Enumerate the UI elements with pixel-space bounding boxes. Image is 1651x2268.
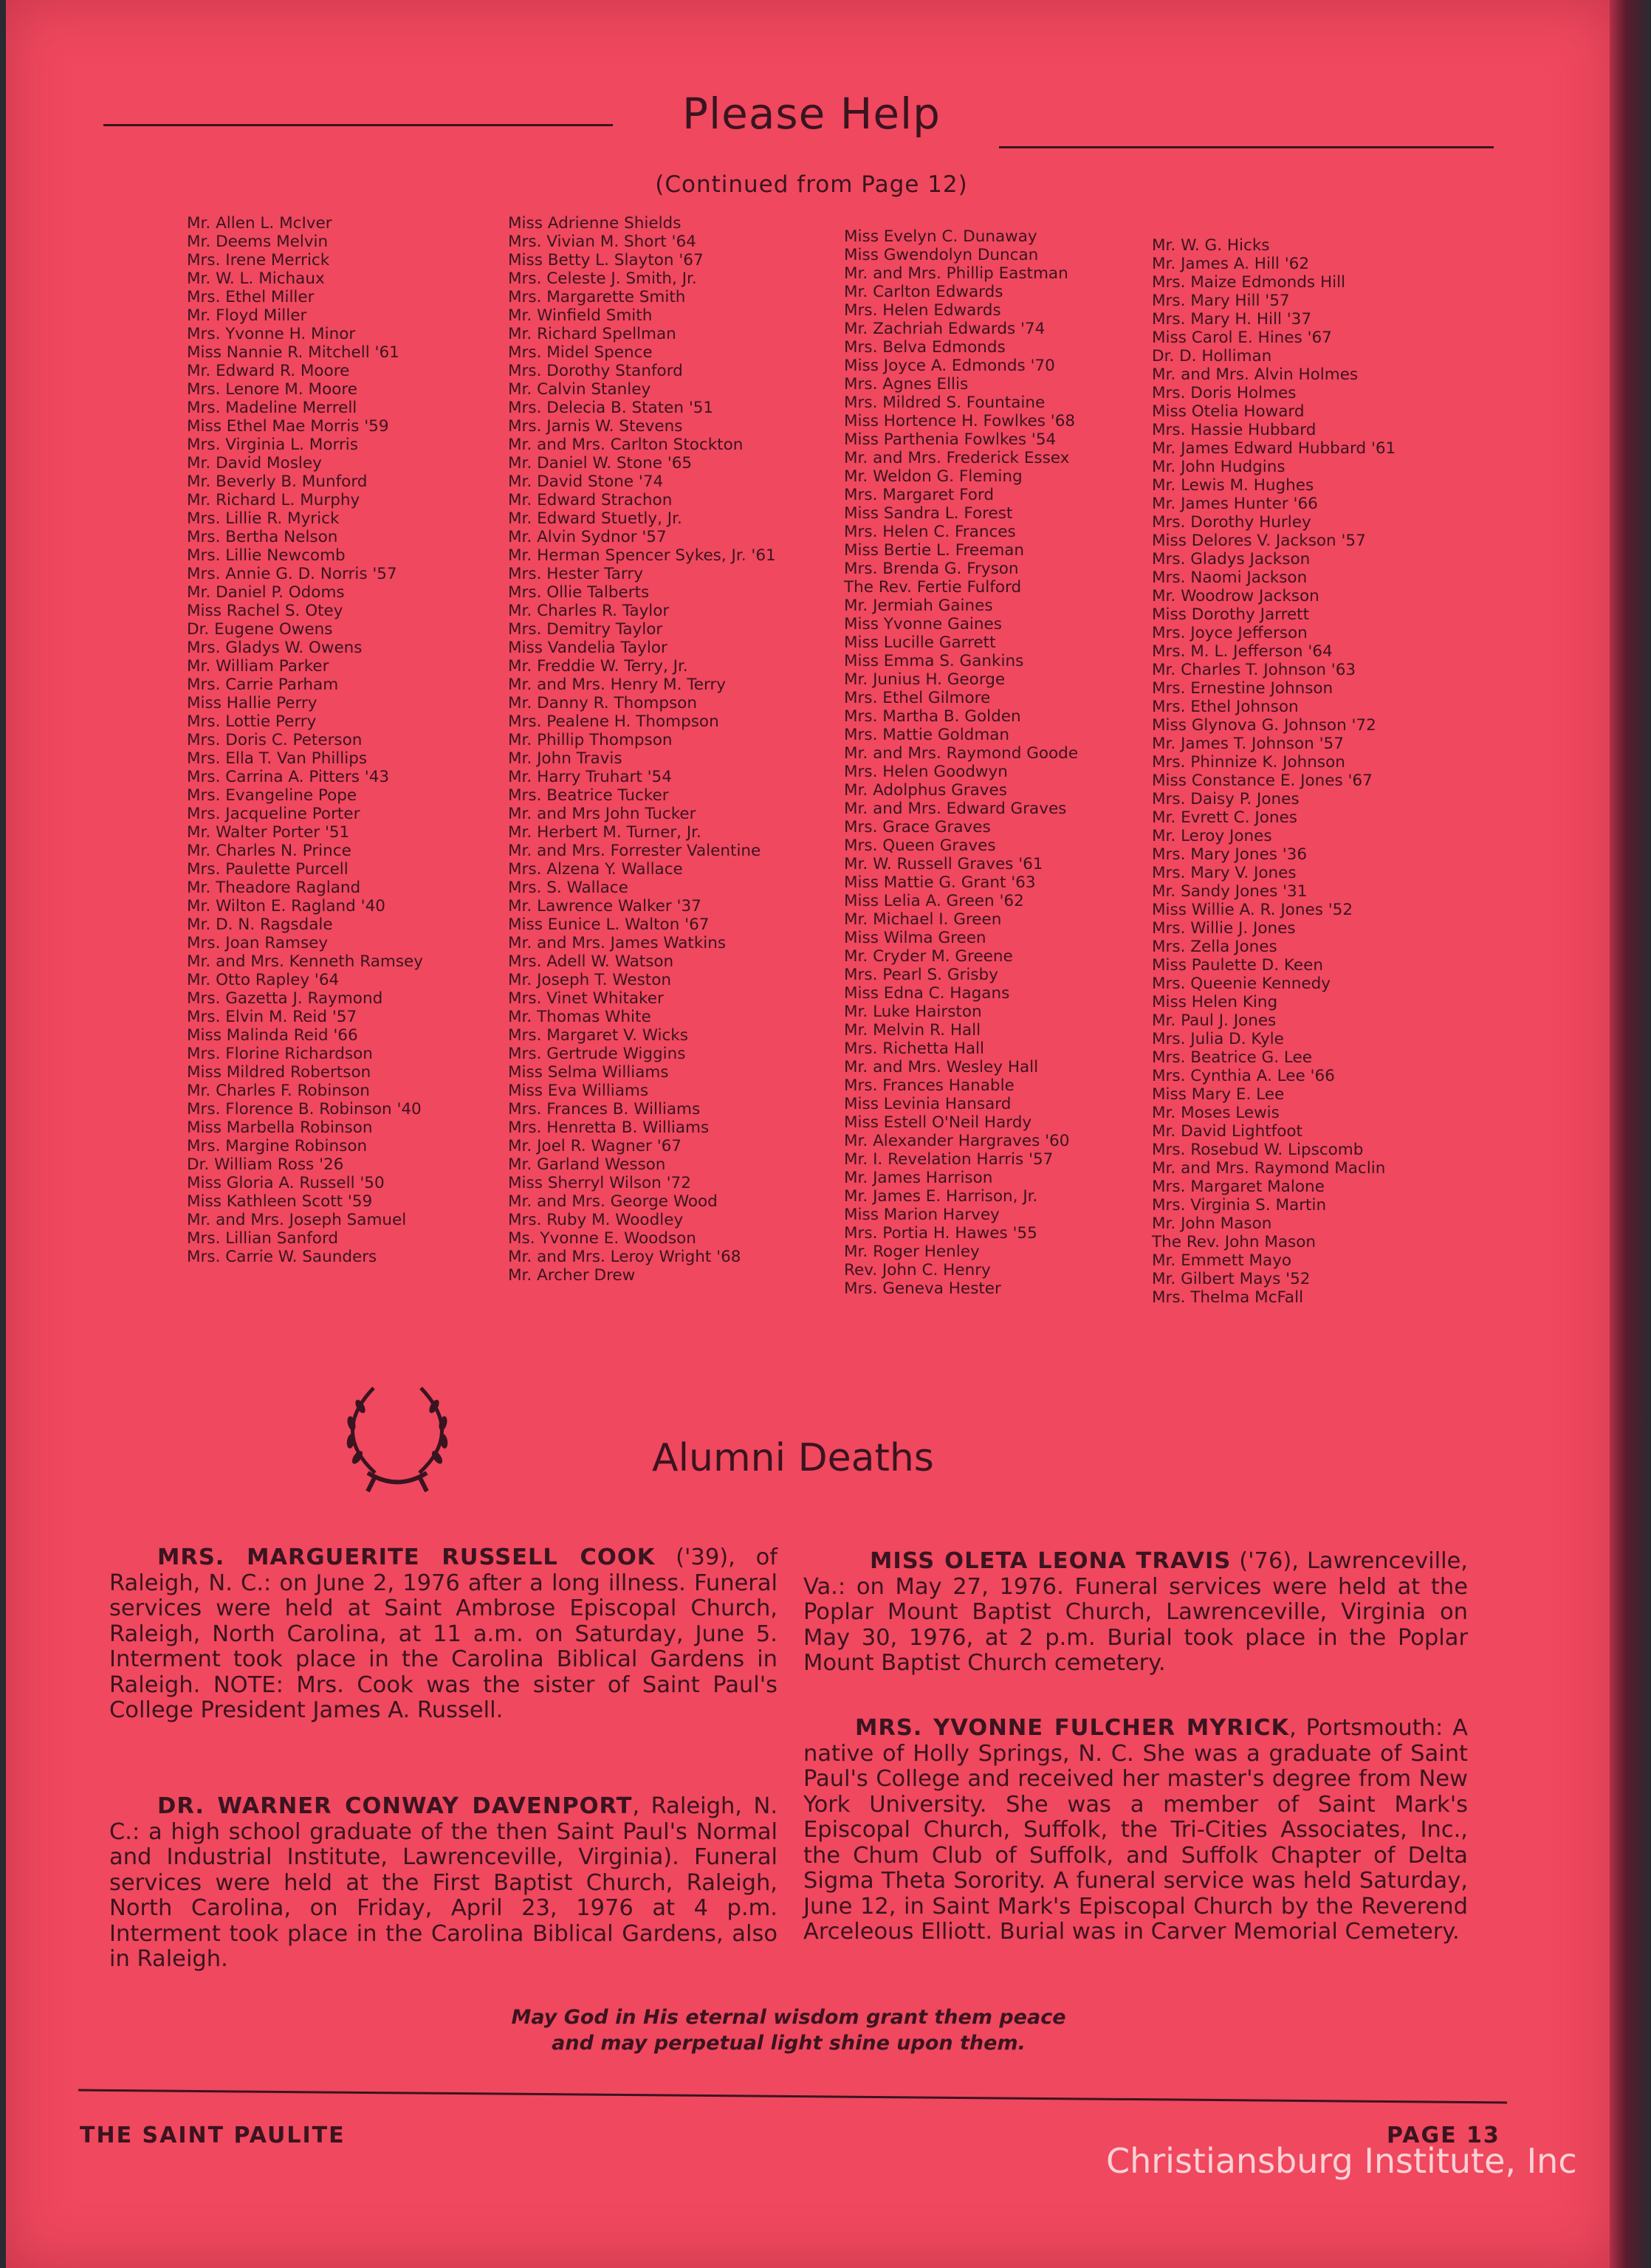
donor-name: Mrs. Demitry Taylor [508,620,663,639]
donor-name: The Rev. John Mason [1152,1233,1317,1251]
donor-name: Mrs. Pealene H. Thompson [508,712,719,731]
donor-name: Mrs. Ruby M. Woodley [508,1211,684,1229]
donor-name: Mrs. Carrina A. Pitters '43 [187,768,390,786]
donor-name: Mr. Charles F. Robinson [187,1082,370,1100]
donor-name: Mr. Melvin R. Hall [844,1021,981,1040]
donor-name: Mr. David Mosley [187,454,322,472]
donor-name: Mrs. Ollie Talberts [508,583,650,602]
donor-name: Mrs. Ernestine Johnson [1152,679,1334,698]
donor-name: Mrs. Alzena Y. Wallace [508,860,683,879]
donor-name: Mrs. Lillian Sanford [187,1229,339,1248]
donor-name: Mrs. Gladys W. Owens [187,639,363,657]
obituary-travis [803,1549,1468,1677]
donor-name: Mrs. Queenie Kennedy [1152,975,1331,993]
names-column-2 [508,214,776,1285]
donor-name: Mr. David Lightfoot [1152,1122,1302,1141]
donor-name: Mrs. Dorothy Hurley [1152,513,1311,532]
donor-name: Mr. Gilbert Mays '52 [1152,1270,1311,1288]
donor-name: Mrs. S. Wallace [508,879,628,897]
donor-name: Mr. Charles N. Prince [187,842,351,860]
donor-name: Mr. Alvin Sydnor '57 [508,528,667,546]
donor-name: Miss Mattie G. Grant '63 [844,873,1036,892]
obituary-text: ('39), of Raleigh, N. C.: on June 2, 1976 after a long illness. Funeral services were held at Saint Ambrose Episcopal Church, Raleigh, North Carolina, at 11 a.m. on Saturday, June 5. Interment took place in the Carolina Biblical Gardens in Raleigh. NOTE: Mrs. Cook was the sister of Saint Paul's College President James A. Russell. [109,1544,778,1723]
donor-name: Miss Carol E. Hines '67 [1152,329,1332,347]
obituary-text: , Raleigh, N. C.: a high school graduate of the then Saint Paul's Normal and Industrial Institute, Lawrenceville, Virginia). Funeral services were held at the First Baptist Church, Raleigh, North Carolina, on Friday, April 23, 1976 at 4 p.m. Interment took place in the Carolina Biblical Gardens, also in Raleigh. [109,1793,778,1972]
donor-name: Miss Gwendolyn Duncan [844,246,1039,264]
donor-name: Mr. Weldon G. Fleming [844,467,1023,486]
donor-name: Mrs. Rosebud W. Lipscomb [1152,1141,1364,1159]
obituary-text: , Portsmouth: A native of Holly Springs, N. C. She was a graduate of Saint Paul's College and received her master's degree from New York University. She was a member of Saint Mark's Episcopal Church, Suffolk, the Tri-Cities Associates, Inc., the Chum Club of Suffolk, and Suffolk Chapter of Delta Sigma Theta Sorority. A funeral service was held Saturday, June 12, in Saint Mark's Episcopal Church by the Reverend Arceleous Elliott. Burial was in Carver Memorial Cemetery. [803,1715,1468,1945]
donor-name: Mr. Daniel W. Stone '65 [508,454,693,472]
donor-name: Miss Nannie R. Mitchell '61 [187,343,399,362]
donor-name: Mr. and Mrs. Alvin Holmes [1152,365,1359,384]
donor-name: Mrs. Frances B. Williams [508,1100,701,1118]
donor-name: Mr. D. N. Ragsdale [187,915,333,934]
donor-name: Mr. Daniel P. Odoms [187,583,345,602]
donor-name: Miss Glynova G. Johnson '72 [1152,716,1376,735]
donor-name: Mr. and Mrs John Tucker [508,805,696,823]
donor-name: Miss Gloria A. Russell '50 [187,1174,385,1192]
donor-name: Mrs. Ethel Johnson [1152,698,1299,716]
donor-name: Mrs. M. L. Jefferson '64 [1152,642,1333,661]
donor-name: Mr. Beverly B. Munford [187,472,368,491]
donor-name: Dr. Eugene Owens [187,620,333,639]
names-column-3 [844,227,1078,1298]
donor-name: Mrs. Dorothy Stanford [508,362,683,380]
donor-name: Mrs. Florine Richardson [187,1045,373,1063]
donor-name: Mrs. Cynthia A. Lee '66 [1152,1067,1335,1085]
donor-name: Mrs. Maize Edmonds Hill [1152,273,1346,292]
donor-name: Mrs. Agnes Ellis [844,375,969,394]
donor-name: Mr. Richard Spellman [508,325,676,343]
donor-name: Mr. Michael I. Green [844,910,1002,929]
donor-name: Dr. D. Holliman [1152,347,1272,365]
donor-name: Mr. Roger Henley [844,1243,980,1261]
donor-name: Mrs. Julia D. Kyle [1152,1030,1284,1048]
donor-name: Mrs. Portia H. Hawes '55 [844,1224,1037,1243]
alumni-deaths-title: Alumni Deaths [652,1436,934,1480]
donor-name: Mrs. Doris Holmes [1152,384,1297,402]
donor-name: Mr. Edward Stuetly, Jr. [508,509,682,528]
donor-name: Mrs. Gladys Jackson [1152,550,1311,568]
donor-name: Mr. W. G. Hicks [1152,236,1270,255]
donor-name: Mr. Junius H. George [844,670,1006,689]
donor-name: Mrs. Doris C. Peterson [187,731,363,749]
donor-name: Mrs. Helen Goodwyn [844,763,1008,781]
donor-name: Mr. Joel R. Wagner '67 [508,1137,682,1155]
donor-name: Mrs. Vinet Whitaker [508,989,664,1008]
donor-name: Mrs. Queen Graves [844,836,996,855]
donor-name: Mr. Lawrence Walker '37 [508,897,701,915]
donor-name: Mr. Lewis M. Hughes [1152,476,1314,495]
donor-name: Mr. Herbert M. Turner, Jr. [508,823,701,842]
donor-name: Mr. Danny R. Thompson [508,694,697,712]
donor-name: Mr. and Mrs. George Wood [508,1192,718,1211]
donor-name: Mrs. Gazetta J. Raymond [187,989,383,1008]
donor-name: Miss Paulette D. Keen [1152,956,1324,975]
donor-name: Miss Sandra L. Forest [844,504,1013,523]
donor-name: Mr. Deems Melvin [187,233,329,251]
donor-name: Miss Willie A. R. Jones '52 [1152,901,1353,919]
donor-name: Mr. John Travis [508,749,622,768]
donor-name: Mrs. Lillie R. Myrick [187,509,340,528]
donor-name: Mr. Jermiah Gaines [844,597,993,615]
donor-name: Mr. Woodrow Jackson [1152,587,1319,605]
donor-name: Mrs. Lottie Perry [187,712,317,731]
closing-blessing [419,2004,1158,2056]
page-title: Please Help [682,89,941,139]
donor-name: Mrs. Belva Edmonds [844,338,1006,357]
donor-name: Mr. James Hunter '66 [1152,495,1318,513]
donor-name: Mrs. Daisy P. Jones [1152,790,1300,808]
donor-name: Miss Helen King [1152,993,1278,1011]
donor-name: Mr. Archer Drew [508,1266,636,1285]
donor-name: Mr. Emmett Mayo [1152,1251,1292,1270]
donor-name: Miss Joyce A. Edmonds '70 [844,357,1055,375]
donor-name: Mr. and Mrs. Joseph Samuel [187,1211,407,1229]
donor-name: Mrs. Annie G. D. Norris '57 [187,565,397,583]
donor-name: Mr. and Mrs. Carlton Stockton [508,436,744,454]
donor-name: Mrs. Ella T. Van Phillips [187,749,368,768]
donor-name: Mr. James T. Johnson '57 [1152,735,1344,753]
donor-name: Mrs. Ethel Gilmore [844,689,991,707]
donor-name: Miss Malinda Reid '66 [187,1026,358,1045]
donor-name: Mr. and Mrs. Wesley Hall [844,1058,1039,1076]
donor-name: Mrs. Helen Edwards [844,301,1001,320]
obituary-myrick [803,1716,1468,1945]
donor-name: Rev. John C. Henry [844,1261,991,1279]
donor-name: Mr. Alexander Hargraves '60 [844,1132,1070,1150]
donor-name: Mr. and Mrs. James Watkins [508,934,727,952]
donor-name: Mrs. Mildred S. Fountaine [844,394,1046,412]
donor-name: Mr. Harry Truhart '54 [508,768,672,786]
donor-name: Mr. Theadore Ragland [187,879,361,897]
donor-name: Miss Levinia Hansard [844,1095,1012,1113]
donor-name: Mrs. Mary Hill '57 [1152,292,1290,310]
donor-name: Mrs. Naomi Jackson [1152,568,1308,587]
donor-name: Mr. Walter Porter '51 [187,823,350,842]
donor-name: Miss Constance E. Jones '67 [1152,772,1373,790]
donor-name: Mr. Thomas White [508,1008,651,1026]
donor-name: Mr. Edward Strachon [508,491,673,509]
donor-name: Mrs. Mattie Goldman [844,726,1010,744]
donor-name: Mrs. Lillie Newcomb [187,546,346,565]
donor-name: Mrs. Margaret V. Wicks [508,1026,688,1045]
donor-name: Mr. Carlton Edwards [844,283,1003,301]
donor-name: Mr. Leroy Jones [1152,827,1272,845]
watermark: Christiansburg Institute, Inc [1106,2141,1577,2181]
donor-name: Miss Kathleen Scott '59 [187,1192,373,1211]
donor-name: Mrs. Martha B. Golden [844,707,1021,726]
donor-name: Mr. and Mrs. Frederick Essex [844,449,1070,467]
donor-name: Miss Hortence H. Fowlkes '68 [844,412,1076,430]
donor-name: Miss Delores V. Jackson '57 [1152,532,1366,550]
donor-name: Miss Wilma Green [844,929,986,947]
donor-name: Mrs. Carrie Parham [187,676,339,694]
donor-name: Mrs. Margaret Ford [844,486,994,504]
donor-name: Mr. William Parker [187,657,329,676]
donor-name: Miss Lelia A. Green '62 [844,892,1024,910]
donor-name: Mrs. Thelma McFall [1152,1288,1304,1307]
donor-name: Mr. Freddie W. Terry, Jr. [508,657,688,676]
donor-name: Mr. Otto Rapley '64 [187,971,340,989]
donor-name: Mr. Floyd Miller [187,306,307,325]
donor-name: Miss Marbella Robinson [187,1118,373,1137]
names-column-4 [1152,236,1396,1307]
donor-name: Mr. John Mason [1152,1214,1272,1233]
donor-name: Mr. Luke Hairston [844,1003,982,1021]
donor-name: Mr. W. L. Michaux [187,269,325,288]
donor-name: Mr. Garland Wesson [508,1155,666,1174]
donor-name: Miss Lucille Garrett [844,633,996,652]
donor-name: Mr. Zachriah Edwards '74 [844,320,1046,338]
donor-name: Mr. I. Revelation Harris '57 [844,1150,1054,1169]
continued-note: (Continued from Page 12) [655,171,968,198]
donor-name: Mr. Sandy Jones '31 [1152,882,1308,901]
donor-name: Miss Rachel S. Otey [187,602,343,620]
footer-rule [78,2089,1507,2104]
donor-name: Mrs. Helen C. Frances [844,523,1016,541]
donor-name: Mrs. Adell W. Watson [508,952,674,971]
donor-name: Mr. Adolphus Graves [844,781,1007,800]
donor-name: Mrs. Virginia L. Morris [187,436,358,454]
donor-name: Mrs. Joan Ramsey [187,934,329,952]
donor-name: Mr. Allen L. McIver [187,214,332,233]
page-number: PAGE 13 [1387,2123,1500,2148]
donor-name: Mr. Wilton E. Ragland '40 [187,897,385,915]
donor-name: Mrs. Lenore M. Moore [187,380,357,399]
donor-name: Miss Betty L. Slayton '67 [508,251,704,269]
donor-name: Mr. Evrett C. Jones [1152,808,1297,827]
donor-name: Miss Mary E. Lee [1152,1085,1285,1104]
donor-name: Mrs. Brenda G. Fryson [844,560,1019,578]
donor-name: Mr. James Harrison [844,1169,993,1187]
donor-name: Dr. William Ross '26 [187,1155,344,1174]
donor-name: Mrs. Florence B. Robinson '40 [187,1100,422,1118]
donor-name: Mrs. Midel Spence [508,343,653,362]
donor-name: Mrs. Elvin M. Reid '57 [187,1008,357,1026]
donor-name: Mr. Winfield Smith [508,306,653,325]
donor-name: Mr. James A. Hill '62 [1152,255,1309,273]
donor-name: Mrs. Irene Merrick [187,251,330,269]
donor-name: Mrs. Paulette Purcell [187,860,349,879]
donor-name: Mr. Herman Spencer Sykes, Jr. '61 [508,546,776,565]
donor-name: Mrs. Yvonne H. Minor [187,325,356,343]
donor-name: The Rev. Fertie Fulford [844,578,1022,597]
donor-name: Mr. and Mrs. Henry M. Terry [508,676,726,694]
laurel-wreath-icon [331,1381,464,1499]
donor-name: Mrs. Grace Graves [844,818,991,836]
donor-name: Mr. and Mrs. Edward Graves [844,800,1067,818]
donor-name: Mrs. Mary V. Jones [1152,864,1297,882]
donor-name: Mrs. Virginia S. Martin [1152,1196,1327,1214]
donor-name: Mrs. Delecia B. Staten '51 [508,399,714,417]
obituary-cook [109,1545,778,1724]
donor-name: Miss Eunice L. Walton '67 [508,915,710,934]
donor-name: Miss Evelyn C. Dunaway [844,227,1037,246]
page-edge [1610,0,1651,2268]
blessing-line-1: May God in His eternal wisdom grant them peace [511,2006,1066,2029]
donor-name: Mrs. Willie J. Jones [1152,919,1296,938]
names-column-1 [187,214,423,1266]
donor-name: Miss Yvonne Gaines [844,615,1002,633]
donor-name: Mr. James E. Harrison, Jr. [844,1187,1038,1206]
donor-name: Miss Eva Williams [508,1082,649,1100]
donor-name: Mr. John Hudgins [1152,458,1286,476]
donor-name: Mr. Phillip Thompson [508,731,673,749]
donor-name: Mr. and Mrs. Raymond Maclin [1152,1159,1386,1178]
donor-name: Miss Sherryl Wilson '72 [508,1174,691,1192]
donor-name: Mrs. Beatrice Tucker [508,786,669,805]
donor-name: Mrs. Vivian M. Short '64 [508,233,696,251]
donor-name: Mrs. Mary H. Hill '37 [1152,310,1312,329]
donor-name: Miss Parthenia Fowlkes '54 [844,430,1057,449]
donor-name: Mr. Edward R. Moore [187,362,350,380]
donor-name: Mr. Cryder M. Greene [844,947,1013,966]
donor-name: Mrs. Jacqueline Porter [187,805,360,823]
donor-name: Mrs. Jarnis W. Stevens [508,417,683,436]
donor-name: Miss Ethel Mae Morris '59 [187,417,389,436]
obituary-text: ('76), Lawrenceville, Va.: on May 27, 1976. Funeral services were held at the Poplar Mount Baptist Church, Lawrenceville, Virginia on May 30, 1976, at 2 p.m. Burial took place in the Poplar Mount Baptist Church cemetery. [803,1548,1469,1676]
donor-name: Mr. and Mrs. Raymond Goode [844,744,1079,763]
obituary-name: MRS. MARGUERITE RUSSELL COOK [157,1544,656,1570]
donor-name: Mr. David Stone '74 [508,472,664,491]
donor-name: Mrs. Margine Robinson [187,1137,368,1155]
obituary-name: MRS. YVONNE FULCHER MYRICK [855,1715,1290,1741]
donor-name: Mrs. Hassie Hubbard [1152,421,1317,439]
blessing-line-2: and may perpetual light shine upon them. [552,2032,1026,2055]
donor-name: Miss Dorothy Jarrett [1152,605,1310,624]
donor-name: Mrs. Ethel Miller [187,288,315,306]
donor-name: Mr. and Mrs. Phillip Eastman [844,264,1068,283]
donor-name: Mr. Calvin Stanley [508,380,651,399]
donor-name: Mr. W. Russell Graves '61 [844,855,1043,873]
donor-name: Mrs. Carrie W. Saunders [187,1248,377,1266]
donor-name: Mr. and Mrs. Forrester Valentine [508,842,761,860]
donor-name: Mrs. Hester Tarry [508,565,643,583]
donor-name: Miss Vandelia Taylor [508,639,667,657]
donor-name: Mrs. Bertha Nelson [187,528,338,546]
obituary-name: DR. WARNER CONWAY DAVENPORT [157,1793,633,1819]
donor-name: Mrs. Madeline Merrell [187,399,357,417]
donor-name: Mr. James Edward Hubbard '61 [1152,439,1396,458]
donor-name: Miss Marion Harvey [844,1206,1000,1224]
donor-name: Miss Mildred Robertson [187,1063,371,1082]
donor-name: Mrs. Joyce Jefferson [1152,624,1308,642]
donor-name: Mrs. Margarette Smith [508,288,686,306]
donor-name: Mrs. Gertrude Wiggins [508,1045,686,1063]
donor-name: Mr. Richard L. Murphy [187,491,360,509]
donor-name: Mr. and Mrs. Kenneth Ramsey [187,952,423,971]
donor-name: Mrs. Margaret Malone [1152,1178,1325,1196]
donor-name: Mr. Joseph T. Weston [508,971,672,989]
publication-name: THE SAINT PAULITE [80,2123,346,2148]
donor-name: Mrs. Evangeline Pope [187,786,357,805]
donor-name: Mrs. Frances Hanable [844,1076,1015,1095]
donor-name: Miss Edna C. Hagans [844,984,1010,1003]
obituary-davenport [109,1794,778,1973]
donor-name: Miss Otelia Howard [1152,402,1305,421]
donor-name: Mrs. Pearl S. Grisby [844,966,998,984]
donor-name: Mr. Charles T. Johnson '63 [1152,661,1356,679]
donor-name: Miss Emma S. Gankins [844,652,1024,670]
donor-name: Mrs. Celeste J. Smith, Jr. [508,269,697,288]
donor-name: Mrs. Mary Jones '36 [1152,845,1308,864]
donor-name: Mrs. Phinnize K. Johnson [1152,753,1345,772]
donor-name: Ms. Yvonne E. Woodson [508,1229,696,1248]
donor-name: Mr. Charles R. Taylor [508,602,670,620]
magazine-page [6,0,1617,2268]
donor-name: Mrs. Geneva Hester [844,1279,1001,1298]
donor-name: Mr. Moses Lewis [1152,1104,1280,1122]
donor-name: Mr. and Mrs. Leroy Wright '68 [508,1248,741,1266]
donor-name: Mr. Paul J. Jones [1152,1011,1277,1030]
donor-name: Miss Bertie L. Freeman [844,541,1025,560]
donor-name: Miss Adrienne Shields [508,214,682,233]
donor-name: Miss Selma Williams [508,1063,669,1082]
donor-name: Mrs. Richetta Hall [844,1040,985,1058]
donor-name: Mrs. Zella Jones [1152,938,1277,956]
donor-name: Mrs. Beatrice G. Lee [1152,1048,1312,1067]
donor-name: Mrs. Henretta B. Williams [508,1118,710,1137]
donor-name: Miss Estell O'Neil Hardy [844,1113,1032,1132]
donor-name: Miss Hallie Perry [187,694,318,712]
header-rule-right [999,146,1494,148]
obituary-name: MISS OLETA LEONA TRAVIS [870,1548,1232,1574]
